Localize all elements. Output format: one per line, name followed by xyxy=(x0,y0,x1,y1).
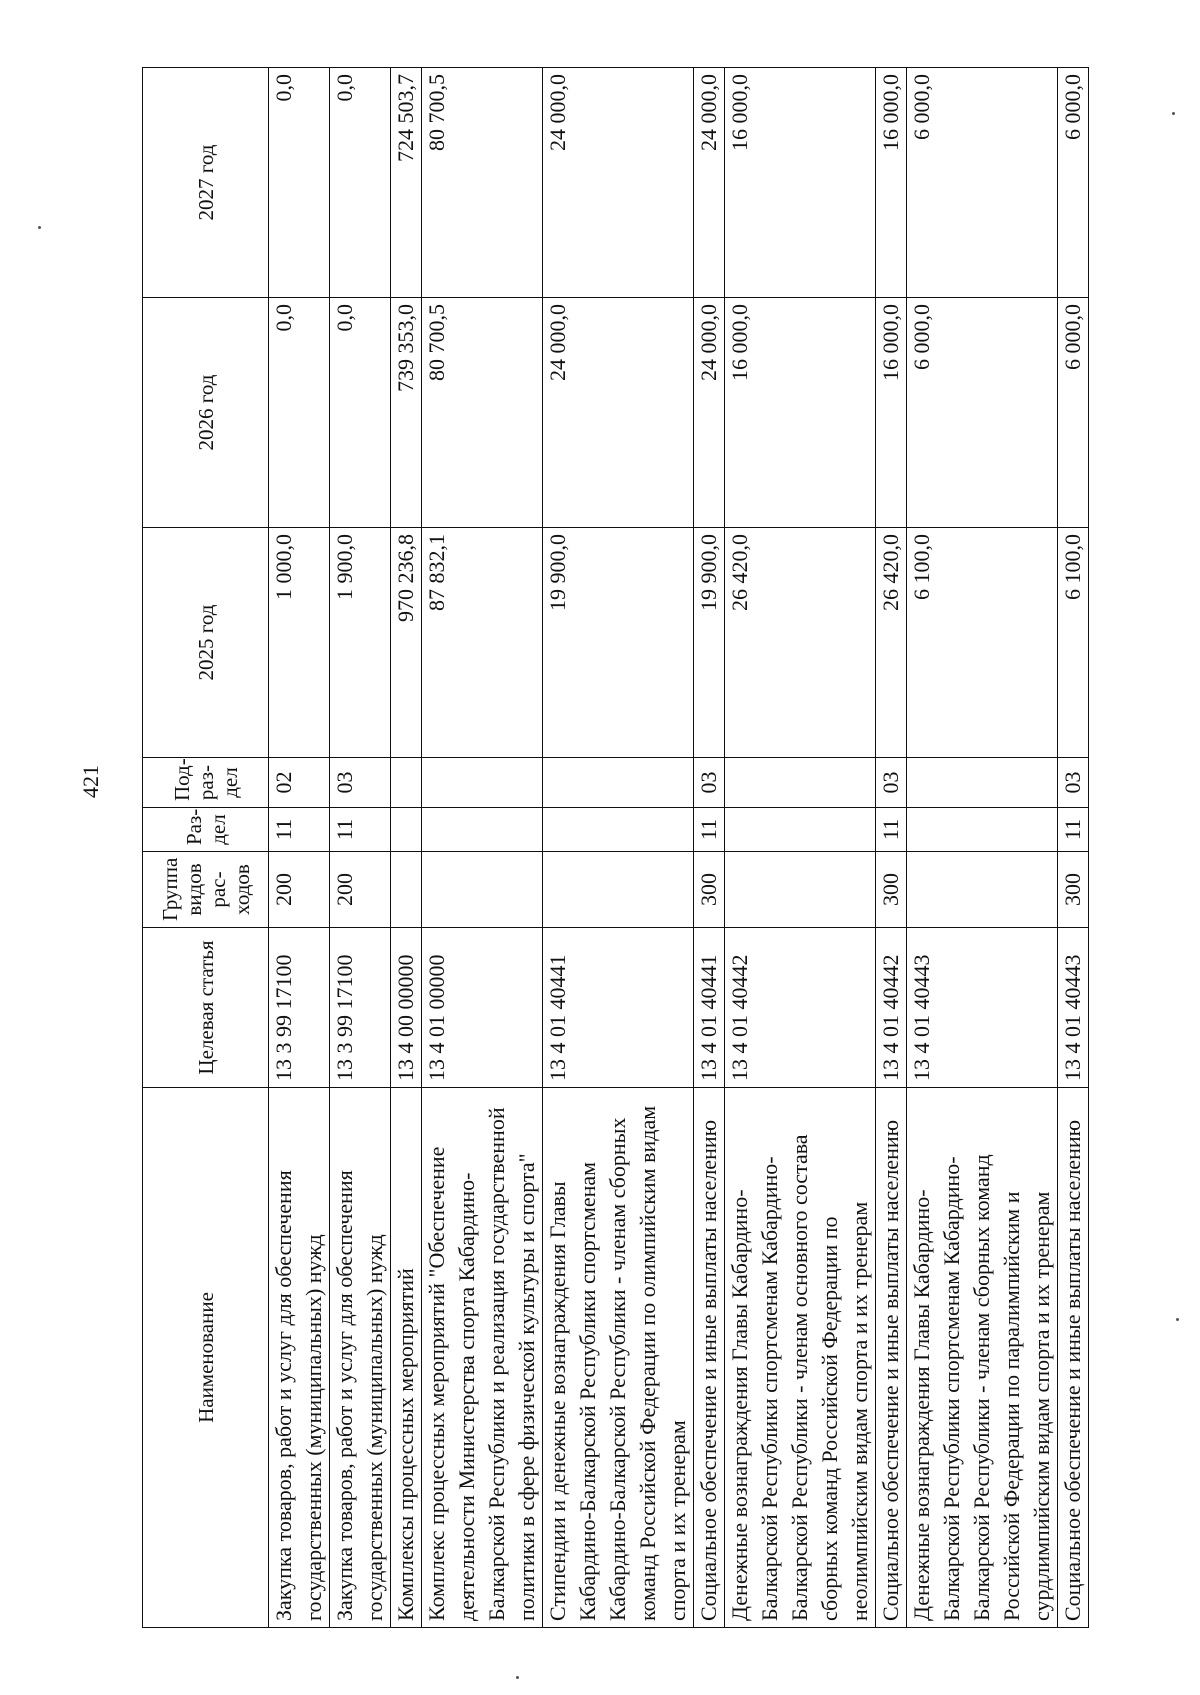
scan-speck xyxy=(516,1676,519,1679)
cell-2025: 26 420,0 xyxy=(725,528,876,758)
cell-2026: 80 700,5 xyxy=(422,298,543,528)
cell-section xyxy=(391,808,422,852)
page-number: 421 xyxy=(78,765,103,798)
cell-group: 200 xyxy=(330,852,391,928)
cell-target: 13 4 01 40441 xyxy=(543,928,694,1088)
cell-2025: 87 832,1 xyxy=(422,528,543,758)
cell-group xyxy=(907,852,1058,928)
cell-2026: 6 000,0 xyxy=(907,298,1058,528)
cell-subsection: 03 xyxy=(1058,758,1089,808)
cell-2027: 6 000,0 xyxy=(1058,68,1089,298)
cell-2025: 19 900,0 xyxy=(543,528,694,758)
scan-speck xyxy=(1172,112,1175,115)
header-subsection: Под-раз-дел xyxy=(143,758,269,808)
table-row xyxy=(422,68,543,1628)
cell-subsection xyxy=(422,758,543,808)
cell-name: Денежные вознаграждения Главы Кабардино-Балкарской Республики спортсменам Кабардино-Балкарской Республики - членам сборных команд Российской Федерации по паралимпийским и сурдлимпийским видам спорта и их тренерам xyxy=(907,1088,1058,1628)
cell-section xyxy=(422,808,543,852)
cell-2026: 739 353,0 xyxy=(391,298,422,528)
cell-subsection: 03 xyxy=(876,758,907,808)
cell-subsection xyxy=(907,758,1058,808)
cell-group xyxy=(391,852,422,928)
cell-target: 13 4 01 40441 xyxy=(694,928,725,1088)
cell-group xyxy=(543,852,694,928)
cell-2025: 6 100,0 xyxy=(1058,528,1089,758)
cell-name: Комплекс процессных мероприятий "Обеспечение деятельности Министерства спорта Кабардино-Балкарской Республики и реализация государственной политики в сфере физической культуры и спорта" xyxy=(422,1088,543,1628)
cell-2026: 16 000,0 xyxy=(725,298,876,528)
cell-section: 11 xyxy=(876,808,907,852)
cell-target: 13 4 01 40443 xyxy=(1058,928,1089,1088)
header-target: Целевая статья xyxy=(143,928,269,1088)
header-section: Раз-дел xyxy=(143,808,269,852)
cell-2025: 1 000,0 xyxy=(269,528,330,758)
cell-2025: 970 236,8 xyxy=(391,528,422,758)
table-row xyxy=(391,68,422,1628)
cell-2027: 0,0 xyxy=(269,68,330,298)
cell-target: 13 3 99 17100 xyxy=(269,928,330,1088)
header-2025: 2025 год xyxy=(143,528,269,758)
cell-target: 13 4 01 00000 xyxy=(422,928,543,1088)
cell-2027: 0,0 xyxy=(330,68,391,298)
cell-target: 13 4 01 40443 xyxy=(907,928,1058,1088)
cell-section xyxy=(907,808,1058,852)
header-group: Группа видов рас-ходов xyxy=(143,852,269,928)
table-row xyxy=(725,68,876,1628)
cell-group xyxy=(422,852,543,928)
cell-2026: 16 000,0 xyxy=(876,298,907,528)
cell-2026: 6 000,0 xyxy=(1058,298,1089,528)
cell-2025: 1 900,0 xyxy=(330,528,391,758)
cell-subsection: 03 xyxy=(330,758,391,808)
table-row xyxy=(543,68,694,1628)
scan-speck xyxy=(1176,1318,1179,1321)
cell-group: 200 xyxy=(269,852,330,928)
budget-table xyxy=(142,67,1089,1628)
cell-subsection: 02 xyxy=(269,758,330,808)
cell-2025: 6 100,0 xyxy=(907,528,1058,758)
cell-name: Социальное обеспечение и иные выплаты населению xyxy=(876,1088,907,1628)
table-header-row xyxy=(143,68,269,1628)
cell-name: Социальное обеспечение и иные выплаты населению xyxy=(694,1088,725,1628)
header-2026: 2026 год xyxy=(143,298,269,528)
cell-2027: 6 000,0 xyxy=(907,68,1058,298)
cell-section: 11 xyxy=(330,808,391,852)
cell-2027: 24 000,0 xyxy=(694,68,725,298)
cell-2027: 724 503,7 xyxy=(391,68,422,298)
table-row xyxy=(1058,68,1089,1628)
cell-subsection xyxy=(725,758,876,808)
table-row xyxy=(269,68,330,1628)
cell-name: Денежные вознаграждения Главы Кабардино-Балкарской Республики спортсменам Кабардино-Балкарской Республики - членам основного состава сборных команд Российской Федерации по неолимпийским видам спорта и их тренерам xyxy=(725,1088,876,1628)
table-row xyxy=(876,68,907,1628)
cell-target: 13 4 00 00000 xyxy=(391,928,422,1088)
cell-group: 300 xyxy=(876,852,907,928)
cell-name: Закупка товаров, работ и услуг для обеспечения государственных (муниципальных) нужд xyxy=(330,1088,391,1628)
cell-group xyxy=(725,852,876,928)
cell-section: 11 xyxy=(694,808,725,852)
cell-section xyxy=(543,808,694,852)
cell-name: Комплексы процессных мероприятий xyxy=(391,1088,422,1628)
cell-2026: 24 000,0 xyxy=(543,298,694,528)
table-row xyxy=(694,68,725,1628)
cell-target: 13 4 01 40442 xyxy=(876,928,907,1088)
cell-2027: 16 000,0 xyxy=(725,68,876,298)
cell-2026: 24 000,0 xyxy=(694,298,725,528)
cell-name: Стипендии и денежные вознаграждения Главы Кабардино-Балкарской Республики спортсменам Кабардино-Балкарской Республики - членам сборных команд Российской Федерации по олимпийским видам спорта и их тренерам xyxy=(543,1088,694,1628)
cell-2026: 0,0 xyxy=(330,298,391,528)
cell-group: 300 xyxy=(694,852,725,928)
cell-section xyxy=(725,808,876,852)
cell-2026: 0,0 xyxy=(269,298,330,528)
rotated-table-container xyxy=(142,68,1085,1628)
cell-subsection xyxy=(543,758,694,808)
cell-section: 11 xyxy=(269,808,330,852)
cell-group: 300 xyxy=(1058,852,1089,928)
cell-2025: 26 420,0 xyxy=(876,528,907,758)
cell-2027: 24 000,0 xyxy=(543,68,694,298)
cell-2027: 16 000,0 xyxy=(876,68,907,298)
header-name: Наименование xyxy=(143,1088,269,1628)
table-row xyxy=(907,68,1058,1628)
cell-section: 11 xyxy=(1058,808,1089,852)
cell-2027: 80 700,5 xyxy=(422,68,543,298)
cell-target: 13 3 99 17100 xyxy=(330,928,391,1088)
cell-subsection xyxy=(391,758,422,808)
cell-2025: 19 900,0 xyxy=(694,528,725,758)
cell-target: 13 4 01 40442 xyxy=(725,928,876,1088)
cell-name: Закупка товаров, работ и услуг для обеспечения государственных (муниципальных) нужд xyxy=(269,1088,330,1628)
scan-speck xyxy=(38,226,41,229)
cell-name: Социальное обеспечение и иные выплаты населению xyxy=(1058,1088,1089,1628)
table-row xyxy=(330,68,391,1628)
cell-subsection: 03 xyxy=(694,758,725,808)
header-2027: 2027 год xyxy=(143,68,269,298)
